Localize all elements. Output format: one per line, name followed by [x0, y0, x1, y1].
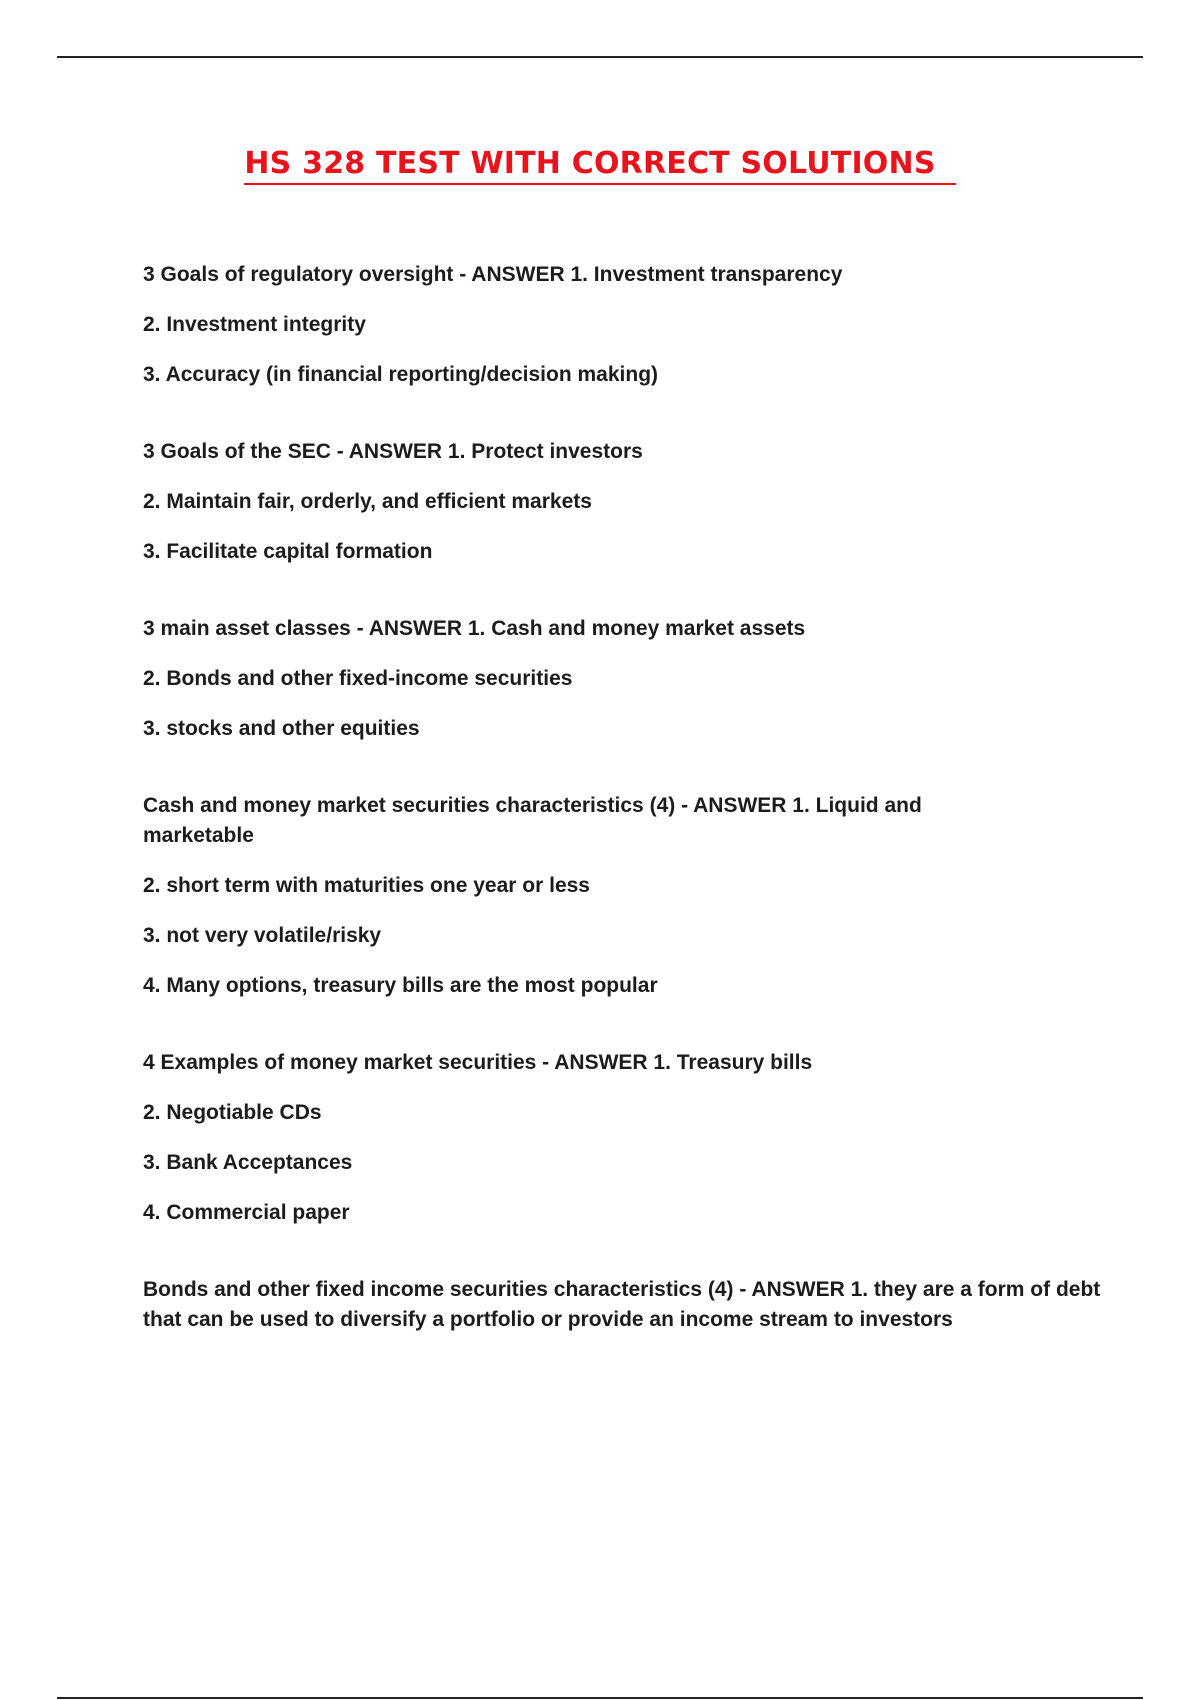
answer-line: 2. Investment integrity — [143, 313, 366, 336]
qa-block-5 — [143, 1048, 1103, 1228]
answer-line: 4. Commercial paper — [143, 1201, 350, 1224]
qa-block-2 — [143, 437, 1103, 567]
document-title: HS 328 TEST WITH CORRECT SOLUTIONS — [244, 146, 955, 185]
answer-line: 2. Maintain fair, orderly, and efficient markets — [143, 490, 592, 513]
answer-line: 3. Facilitate capital formation — [143, 540, 433, 563]
answer-line: 2. short term with maturities one year or less — [143, 874, 590, 897]
answer-line: 3. Accuracy (in financial reporting/decision making) — [143, 363, 659, 386]
qa-block-4 — [143, 791, 1103, 1001]
qa-block-3 — [143, 614, 1103, 744]
title-container — [0, 146, 1200, 185]
question-line: Cash and money market securities characteristics (4) - ANSWER 1. Liquid and marketable — [143, 794, 922, 847]
answer-line: 2. Bonds and other fixed-income securities — [143, 667, 573, 690]
qa-block-6 — [143, 1275, 1103, 1335]
question-line: 3 Goals of regulatory oversight - ANSWER 1. Investment transparency — [143, 263, 843, 286]
question-line: Bonds and other fixed income securities characteristics (4) - ANSWER 1. they are a form of debt that can be used to diversify a portfolio or provide an income stream to investors — [143, 1278, 1101, 1331]
question-line: 3 main asset classes - ANSWER 1. Cash and money market assets — [143, 617, 806, 640]
answer-line: 2. Negotiable CDs — [143, 1101, 322, 1124]
question-line: 3 Goals of the SEC - ANSWER 1. Protect investors — [143, 440, 643, 463]
answer-line: 4. Many options, treasury bills are the most popular — [143, 974, 658, 997]
document-body — [143, 260, 1103, 1382]
answer-line: 3. stocks and other equities — [143, 717, 420, 740]
top-rule — [57, 56, 1143, 58]
answer-line: 3. not very volatile/risky — [143, 924, 382, 947]
bottom-rule — [57, 1697, 1143, 1699]
question-line: 4 Examples of money market securities - ANSWER 1. Treasury bills — [143, 1051, 813, 1074]
qa-block-1 — [143, 260, 1103, 390]
answer-line: 3. Bank Acceptances — [143, 1151, 353, 1174]
